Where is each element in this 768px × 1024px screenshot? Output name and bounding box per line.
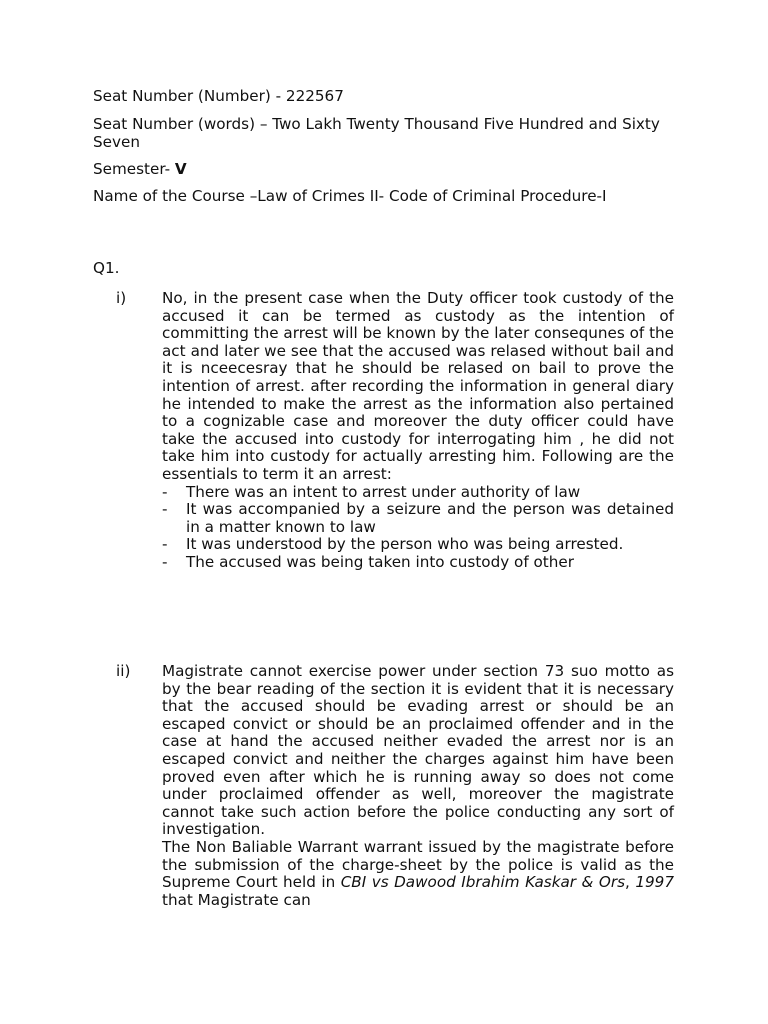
answer-ii-paragraph: Magistrate cannot exercise power under section 73 suo motto as by the bear reading of the section it is evident that it is necessary that the accused should be evading arrest or should be an escaped convict or should be an proclaimed offender and in the case at hand the accused neither evaded the arrest nor is an escaped convict and neither the charges against him have been proved even after which he is running away so does not come under proclaimed offender as well, moreover the magistrate cannot take such action before the police conducting any sort of investigation.	[162, 662, 674, 839]
essentials-list	[162, 484, 674, 572]
list-item: - It was understood by the person who was being arrested.	[162, 535, 624, 554]
answer-ii-paragraph-2: The Non Baliable Warrant warrant issued by the magistrate before the submission of the charge-sheet by the police is valid as the Supreme Court held in CBI vs Dawood Ibrahim Kaskar & Ors, 1997 that Magistrate can	[162, 837, 675, 909]
answer-i	[162, 290, 674, 572]
seat-words-line: Seat Number (words) – Two Lakh Twenty Thousand Five Hundred and Sixty Seven	[93, 115, 660, 151]
course-line: Name of the Course –Law of Crimes II- Code of Criminal Procedure-I	[93, 187, 607, 205]
case-citation: CBI vs Dawood Ibrahim Kaskar & Ors	[340, 873, 626, 892]
seat-number-line: Seat Number (Number) - 222567	[93, 87, 344, 105]
semester-label: Semester-	[93, 160, 175, 178]
answer-number-ii: ii)	[116, 662, 131, 680]
answer-ii	[162, 663, 674, 909]
list-item: - The accused was being taken into custody of other	[162, 552, 574, 571]
semester-value: V	[174, 160, 187, 178]
case-year: 1997	[635, 873, 675, 892]
list-item: - There was an intent to arrest under authority of law	[162, 482, 581, 501]
list-item: - It was accompanied by a seizure and the person was detained in a matter known to law	[162, 500, 674, 536]
question-title: Q1.	[93, 259, 120, 277]
semester-line	[93, 161, 683, 179]
answer-number-i: i)	[116, 289, 127, 307]
answer-i-paragraph: No, in the present case when the Duty officer took custody of the accused it can be termed as custody as the intention of committing the arrest will be known by the later consequnes of the act and later we see that the accused was relased without bail and it is nceecesray that he should be relased on bail to prove the intention of arrest. after recording the information in general diary he intended to make the arrest as the information also pertained to a cognizable case and moreover the duty officer could have take the accused into custody for interrogating him , he did not take him into custody for actually arresting him. Following are the essentials to term it an arrest:	[162, 289, 674, 483]
